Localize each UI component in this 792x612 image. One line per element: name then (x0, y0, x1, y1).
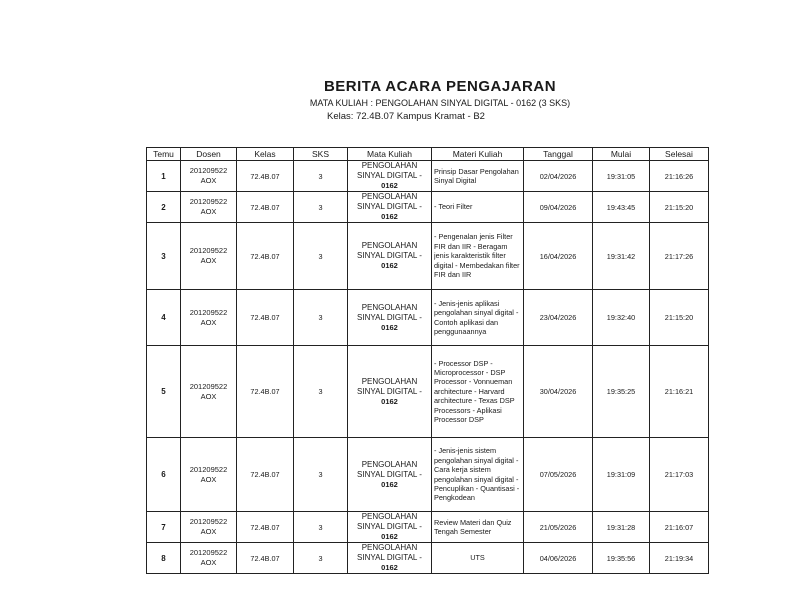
cell-sks: 3 (294, 346, 348, 438)
materi-text: - Pengenalan jenis Filter FIR dan IIR - Beragam jenis karakteristik filter digital - Membedakan filter FIR dan IIR (434, 232, 520, 280)
cell-dosen (181, 161, 237, 192)
cell-dosen (181, 438, 237, 512)
cell-mata-kuliah (348, 543, 432, 574)
mk-code: 0162 (381, 532, 398, 541)
cell-tanggal: 21/05/2026 (524, 512, 593, 543)
cell-kelas: 72.4B.07 (237, 346, 294, 438)
cell-temu: 3 (147, 223, 181, 290)
col-header-kelas: Kelas (237, 148, 294, 161)
class-info: Kelas: 72.4B.07 Kampus Kramat - B2 (327, 111, 485, 122)
cell-kelas: 72.4B.07 (237, 512, 294, 543)
mk-code: 0162 (381, 479, 398, 489)
table-row (147, 543, 709, 574)
col-header-selesai: Selesai (650, 148, 709, 161)
cell-mulai: 19:31:28 (593, 512, 650, 543)
cell-kelas: 72.4B.07 (237, 223, 294, 290)
dosen-id: 201209522 (189, 464, 228, 474)
cell-temu: 2 (147, 192, 181, 223)
cell-sks: 3 (294, 192, 348, 223)
table-row (147, 161, 709, 192)
dosen-id: 201209522 (189, 246, 228, 255)
mk-name: PENGOLAHAN SINYAL DIGITAL - (357, 192, 422, 211)
materi-text: - Jenis-jenis sistem pengolahan sinyal digital - Cara kerja sistem pengolahan sinyal digital - Pencuplikan - Quantisasi - Pengkodean (434, 446, 520, 503)
dosen-id: 201209522 (189, 517, 228, 526)
col-header-sks: SKS (294, 148, 348, 161)
cell-temu: 4 (147, 290, 181, 346)
mk-code: 0162 (381, 322, 398, 332)
cell-kelas: 72.4B.07 (237, 290, 294, 346)
col-header-temu: Temu (147, 148, 181, 161)
dosen-id: 201209522 (189, 197, 228, 206)
cell-kelas: 72.4B.07 (237, 438, 294, 512)
table-row (147, 192, 709, 223)
cell-temu: 8 (147, 543, 181, 574)
cell-temu: 6 (147, 438, 181, 512)
cell-dosen (181, 346, 237, 438)
materi-text: - Teori Filter (434, 202, 473, 212)
cell-materi-kuliah (432, 512, 524, 543)
dosen-code: AOX (200, 256, 217, 265)
document-title: BERITA ACARA PENGAJARAN (323, 78, 557, 95)
course-subtitle: MATA KULIAH : PENGOLAHAN SINYAL DIGITAL - 0162 (3 SKS) (309, 98, 571, 108)
dosen-code: AOX (200, 391, 217, 401)
mk-code: 0162 (381, 181, 398, 190)
cell-materi-kuliah (432, 290, 524, 346)
cell-selesai: 21:16:26 (650, 161, 709, 192)
cell-sks: 3 (294, 161, 348, 192)
cell-dosen (181, 223, 237, 290)
mk-code: 0162 (381, 396, 398, 406)
cell-selesai: 21:15:20 (650, 290, 709, 346)
cell-materi-kuliah (432, 346, 524, 438)
cell-selesai: 21:19:34 (650, 543, 709, 574)
cell-sks: 3 (294, 223, 348, 290)
cell-kelas: 72.4B.07 (237, 192, 294, 223)
table-row (147, 290, 709, 346)
cell-materi-kuliah (432, 223, 524, 290)
cell-kelas: 72.4B.07 (237, 543, 294, 574)
cell-materi-kuliah (432, 192, 524, 223)
mk-name: PENGOLAHAN SINYAL DIGITAL - (357, 459, 422, 479)
dosen-id: 201209522 (189, 307, 228, 317)
cell-dosen (181, 512, 237, 543)
col-header-mata-kuliah: Mata Kuliah (348, 148, 432, 161)
cell-mulai: 19:32:40 (593, 290, 650, 346)
materi-text: - Jenis-jenis aplikasi pengolahan sinyal digital - Contoh aplikasi dan penggunaannya (434, 298, 519, 336)
dosen-id: 201209522 (189, 166, 228, 175)
attendance-table (146, 147, 709, 574)
mk-code: 0162 (381, 563, 398, 572)
cell-selesai: 21:17:03 (650, 438, 709, 512)
mk-name: PENGOLAHAN SINYAL DIGITAL - (357, 302, 422, 322)
cell-sks: 3 (294, 512, 348, 543)
cell-mata-kuliah (348, 438, 432, 512)
materi-text: Prinsip Dasar Pengolahan Sinyal Digital (434, 166, 519, 185)
cell-tanggal: 23/04/2026 (524, 290, 593, 346)
cell-tanggal: 02/04/2026 (524, 161, 593, 192)
cell-mata-kuliah (348, 161, 432, 192)
table-row (147, 512, 709, 543)
cell-mata-kuliah (348, 290, 432, 346)
cell-kelas: 72.4B.07 (237, 161, 294, 192)
cell-dosen (181, 290, 237, 346)
dosen-id: 201209522 (189, 548, 228, 557)
cell-mulai: 19:31:42 (593, 223, 650, 290)
cell-dosen (181, 543, 237, 574)
mk-name: PENGOLAHAN SINYAL DIGITAL - (357, 543, 422, 562)
materi-text: UTS (470, 553, 485, 563)
dosen-code: AOX (200, 558, 217, 567)
mk-code: 0162 (381, 261, 398, 270)
cell-selesai: 21:15:20 (650, 192, 709, 223)
dosen-code: AOX (200, 176, 217, 185)
dosen-code: AOX (200, 317, 217, 327)
dosen-code: AOX (200, 474, 217, 484)
mk-code: 0162 (381, 212, 398, 221)
cell-tanggal: 16/04/2026 (524, 223, 593, 290)
table-row (147, 438, 709, 512)
table-row (147, 223, 709, 290)
cell-sks: 3 (294, 543, 348, 574)
col-header-dosen: Dosen (181, 148, 237, 161)
table-header-row (147, 148, 709, 161)
materi-text: - Processor DSP - Microprocessor - DSP Processor - Vonnueman architecture - Harvard architecture - Texas DSP Processors - Aplikasi Processor DSP (434, 358, 515, 425)
cell-tanggal: 30/04/2026 (524, 346, 593, 438)
mk-name: PENGOLAHAN SINYAL DIGITAL - (357, 241, 422, 260)
mk-name: PENGOLAHAN SINYAL DIGITAL - (357, 161, 422, 180)
cell-mulai: 19:35:56 (593, 543, 650, 574)
cell-sks: 3 (294, 290, 348, 346)
cell-temu: 1 (147, 161, 181, 192)
cell-selesai: 21:16:07 (650, 512, 709, 543)
cell-mata-kuliah (348, 223, 432, 290)
dosen-code: AOX (200, 207, 217, 216)
cell-mulai: 19:43:45 (593, 192, 650, 223)
mk-name: PENGOLAHAN SINYAL DIGITAL - (357, 376, 422, 396)
dosen-id: 201209522 (189, 381, 228, 391)
cell-temu: 7 (147, 512, 181, 543)
cell-materi-kuliah (432, 161, 524, 192)
cell-tanggal: 09/04/2026 (524, 192, 593, 223)
cell-mulai: 19:31:09 (593, 438, 650, 512)
col-header-mulai: Mulai (593, 148, 650, 161)
col-header-tanggal: Tanggal (524, 148, 593, 161)
cell-dosen (181, 192, 237, 223)
cell-materi-kuliah (432, 438, 524, 512)
mk-name: PENGOLAHAN SINYAL DIGITAL - (357, 512, 422, 531)
cell-tanggal: 04/06/2026 (524, 543, 593, 574)
cell-temu: 5 (147, 346, 181, 438)
cell-mata-kuliah (348, 346, 432, 438)
cell-mata-kuliah (348, 192, 432, 223)
table-row (147, 346, 709, 438)
dosen-code: AOX (200, 527, 217, 536)
cell-materi-kuliah (432, 543, 524, 574)
col-header-materi-kuliah: Materi Kuliah (432, 148, 524, 161)
cell-selesai: 21:17:26 (650, 223, 709, 290)
cell-sks: 3 (294, 438, 348, 512)
cell-mata-kuliah (348, 512, 432, 543)
cell-selesai: 21:16:21 (650, 346, 709, 438)
cell-mulai: 19:35:25 (593, 346, 650, 438)
cell-tanggal: 07/05/2026 (524, 438, 593, 512)
materi-text: Review Materi dan Quiz Tengah Semester (434, 517, 512, 536)
cell-mulai: 19:31:05 (593, 161, 650, 192)
